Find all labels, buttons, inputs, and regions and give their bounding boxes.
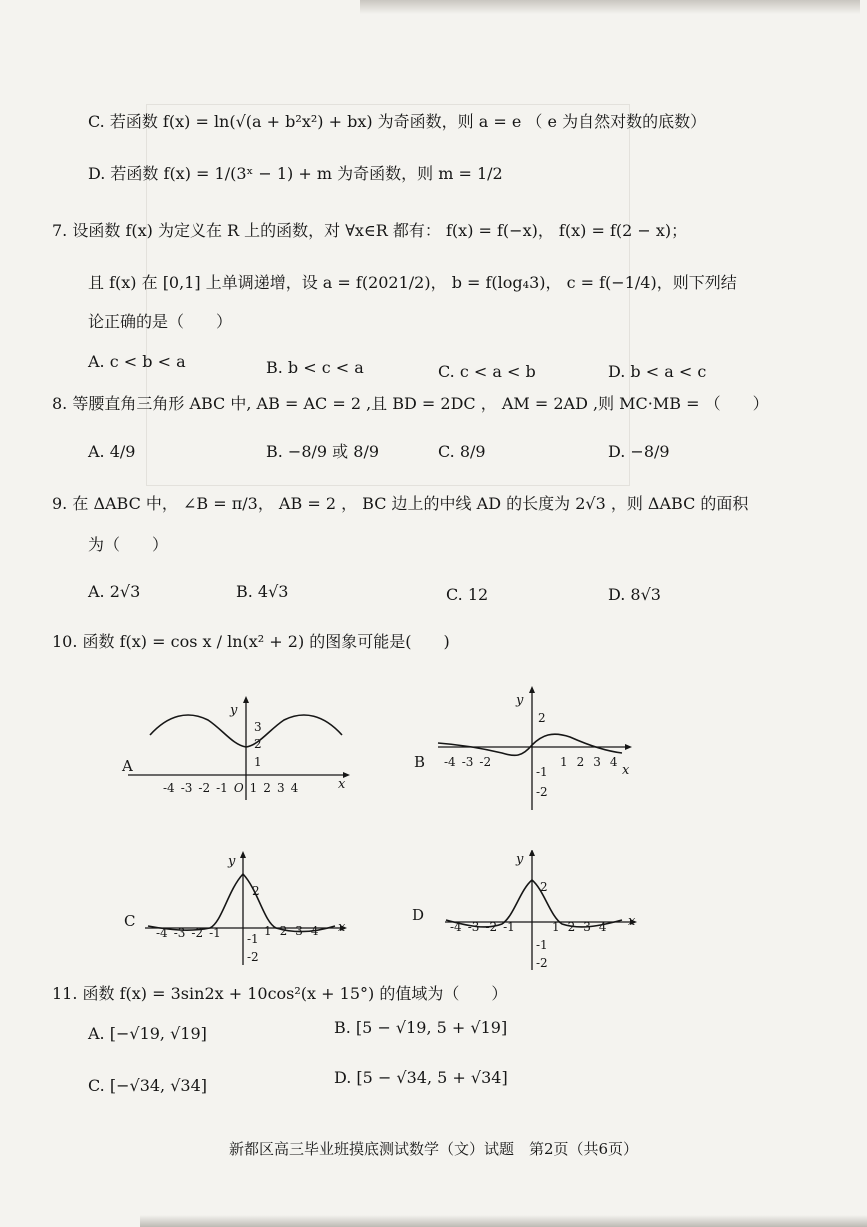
- graph-c-y-tick: -2: [247, 950, 259, 964]
- x-tick: 4: [310, 924, 319, 938]
- graph-d-x-axis-label: x: [628, 914, 636, 929]
- graph-a-y-tick: 1: [254, 755, 262, 769]
- graph-c-x-axis-label: x: [338, 920, 346, 935]
- x-tick: 3: [583, 920, 591, 934]
- graph-b-label: B: [414, 753, 426, 771]
- x-tick: -3: [180, 781, 193, 795]
- graph-b-x-ticks-left: [444, 755, 491, 769]
- x-tick: -3: [461, 755, 474, 769]
- graph-d-y-tick: 2: [540, 880, 548, 894]
- x-tick: -4: [163, 781, 175, 795]
- x-tick: -1: [209, 926, 221, 940]
- q6-option-d: D. 若函数 f(x) = 1/(3ˣ − 1) + m 为奇函数，则 m = 1/2: [88, 164, 503, 183]
- x-tick: 2: [567, 920, 576, 934]
- q8-stem: 8. 等腰直角三角形 ABC 中, AB = AC = 2 ,且 BD = 2DC ， AM = 2AD ,则 MC·MB = （ ）: [52, 394, 769, 413]
- x-tick: 3: [276, 781, 285, 795]
- q7-option-d: D. b < a < c: [608, 362, 707, 381]
- x-tick: 2: [576, 755, 585, 769]
- graph-c: [120, 850, 360, 974]
- q7-option-b: B. b < c < a: [266, 358, 364, 377]
- graph-d-x-ticks-left: [450, 920, 515, 934]
- q8-option-d: D. −8/9: [608, 442, 670, 461]
- x-tick: -2: [479, 755, 492, 769]
- x-tick: O: [233, 781, 244, 795]
- q8-option-a: A. 4/9: [88, 442, 136, 461]
- q9-option-c: C. 12: [446, 585, 489, 604]
- x-tick: 4: [609, 755, 618, 769]
- q9-option-d: D. 8√3: [608, 585, 661, 604]
- scan-bottom-edge: [140, 1215, 867, 1227]
- x-tick: -3: [467, 920, 480, 934]
- q9-stem-line2: 为（ ）: [88, 535, 169, 554]
- graph-d-y-axis-label: y: [516, 852, 524, 867]
- x-tick: -2: [191, 926, 204, 940]
- q6-option-c: C. 若函数 f(x) = ln(√(a + b²x²) + bx) 为奇函数，则 a = e （ e 为自然对数的底数）: [88, 112, 707, 131]
- graph-a-x-ticks: [163, 781, 298, 795]
- x-tick: -4: [444, 755, 456, 769]
- x-tick: 1: [249, 781, 258, 795]
- graph-a-y-tick: 2: [254, 737, 262, 751]
- q9-option-b: B. 4√3: [236, 582, 289, 601]
- q7-option-a: A. c < b < a: [88, 352, 186, 371]
- graph-a-y-axis-label: y: [230, 703, 238, 718]
- graph-d-label: D: [412, 906, 425, 924]
- graph-d: [410, 850, 650, 979]
- page-footer: 新都区高三毕业班摸底测试数学（文）试题 第2页（共6页）: [228, 1140, 639, 1158]
- graph-d-y-tick: -1: [536, 938, 548, 952]
- q10-stem: 10. 函数 f(x) = cos x / ln(x² + 2) 的图象可能是( ): [52, 632, 450, 651]
- x-tick: 2: [263, 781, 271, 795]
- graph-b-y-tick: -1: [536, 765, 548, 779]
- graph-b-y-tick: -2: [536, 785, 548, 799]
- graph-c-x-ticks-right: [264, 924, 319, 938]
- q9-option-a: A. 2√3: [88, 582, 141, 601]
- graph-b-x-axis-label: x: [622, 763, 630, 778]
- graph-a: [118, 695, 358, 809]
- graph-c-y-tick: 2: [252, 884, 260, 898]
- graph-b-y-tick: 2: [538, 711, 546, 725]
- x-tick: 2: [279, 924, 288, 938]
- graph-c-label: C: [124, 912, 136, 930]
- x-tick: -4: [156, 926, 168, 940]
- x-tick: 1: [264, 924, 272, 938]
- graph-c-y-tick: -1: [247, 932, 259, 946]
- q11-option-b: B. [5 − √19, 5 + √19]: [334, 1018, 508, 1037]
- graph-d-y-tick: -2: [536, 956, 548, 970]
- scan-top-edge: [360, 0, 860, 14]
- x-tick: 1: [560, 755, 568, 769]
- x-tick: -2: [485, 920, 498, 934]
- x-tick: -1: [503, 920, 515, 934]
- graph-c-x-ticks-left: [156, 926, 221, 940]
- x-tick: -1: [216, 781, 228, 795]
- x-tick: 3: [593, 755, 601, 769]
- q7-option-c: C. c < a < b: [438, 362, 536, 381]
- graph-b: [410, 685, 640, 819]
- graph-b-y-axis-label: y: [516, 693, 524, 708]
- q7-stem-line3: 论正确的是（ ）: [88, 312, 233, 331]
- x-tick: -2: [198, 781, 211, 795]
- q11-option-c: C. [−√34, √34]: [88, 1076, 208, 1095]
- q11-option-a: A. [−√19, √19]: [88, 1024, 207, 1043]
- x-tick: -4: [450, 920, 462, 934]
- q7-stem-line2: 且 f(x) 在 [0,1] 上单调递增，设 a = f(2021/2)， b = f(log₄3)， c = f(−1/4)，则下列结: [88, 273, 737, 292]
- graph-a-label: A: [122, 757, 133, 775]
- x-tick: 3: [295, 924, 303, 938]
- graph-b-x-ticks-right: [560, 755, 618, 769]
- q9-stem-line1: 9. 在 ΔABC 中， ∠B = π/3， AB = 2 ， BC 边上的中线 AD 的长度为 2√3 ，则 ΔABC 的面积: [52, 494, 749, 513]
- q8-option-b: B. −8/9 或 8/9: [266, 442, 380, 461]
- graph-c-y-axis-label: y: [228, 854, 236, 869]
- graph-a-x-axis-label: x: [338, 777, 346, 792]
- x-tick: 1: [552, 920, 560, 934]
- graph-a-y-tick: 3: [254, 720, 262, 734]
- q11-option-d: D. [5 − √34, 5 + √34]: [334, 1068, 508, 1087]
- x-tick: 4: [290, 781, 299, 795]
- x-tick: 4: [598, 920, 607, 934]
- graph-d-x-ticks-right: [552, 920, 607, 934]
- q11-stem: 11. 函数 f(x) = 3sin2x + 10cos²(x + 15°) 的值域为（ ）: [52, 984, 508, 1003]
- q8-option-c: C. 8/9: [438, 442, 486, 461]
- q7-stem-line1: 7. 设函数 f(x) 为定义在 R 上的函数，对 ∀x∈R 都有： f(x) = f(−x)， f(x) = f(2 − x)；: [52, 221, 688, 240]
- x-tick: -3: [173, 926, 186, 940]
